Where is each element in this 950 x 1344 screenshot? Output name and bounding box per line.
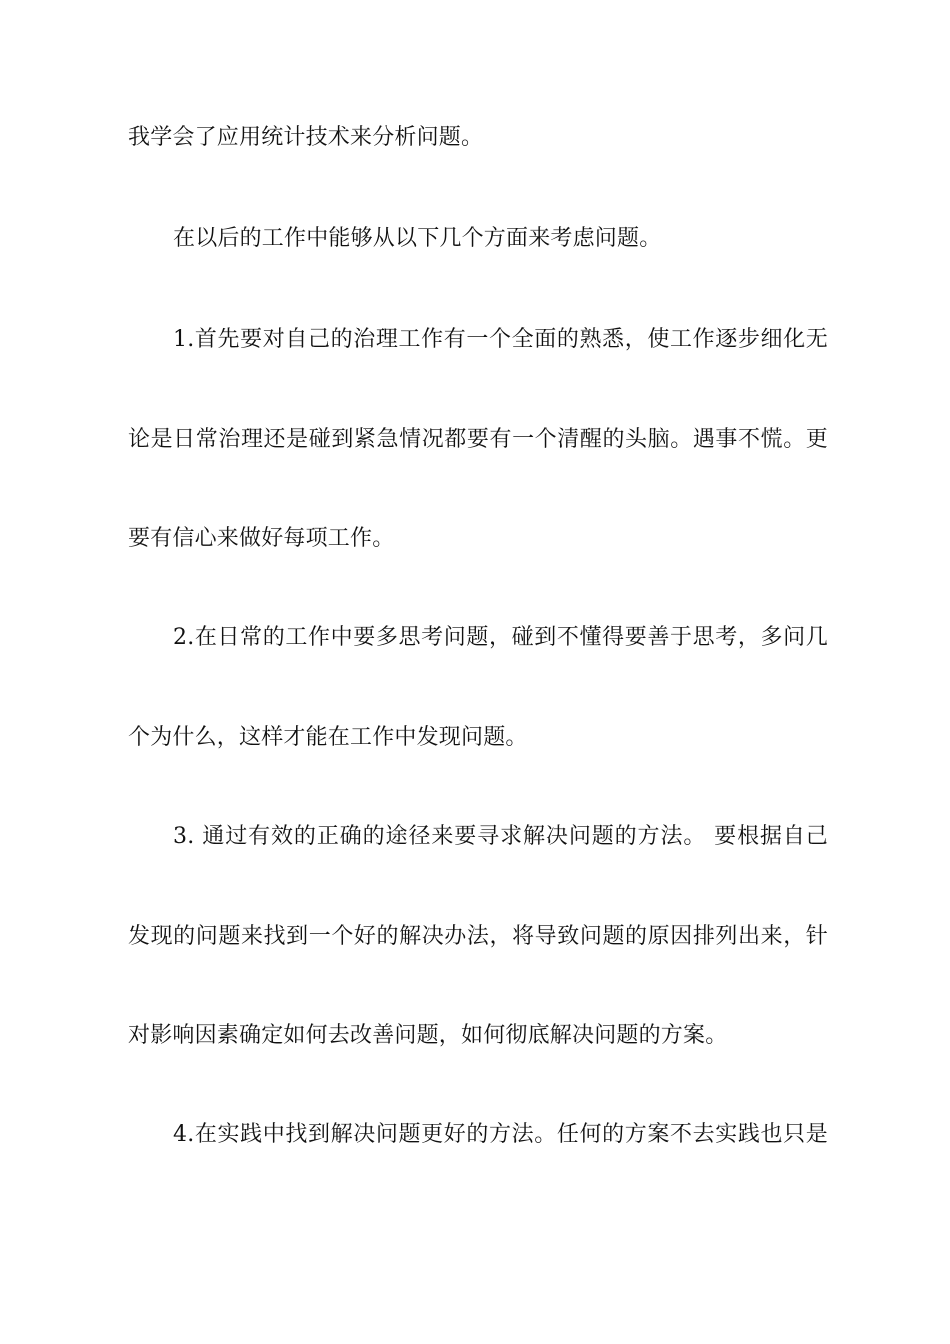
text-line: 3. 通过有效的正确的途径来要寻求解决问题的方法。 要根据自己 <box>173 824 828 849</box>
text-line: 我学会了应用统计技术来分析问题。 <box>128 125 484 150</box>
text-line: 论是日常治理还是碰到紧急情况都要有一个清醒的头脑。遇事不慌。更 <box>128 427 828 452</box>
text-line: 在以后的工作中能够从以下几个方面来考虑问题。 <box>173 226 662 251</box>
text-line: 发现的问题来找到一个好的解决办法，将导致问题的原因排列出来，针 <box>128 924 828 949</box>
text-line: 对影响因素确定如何去改善问题，如何彻底解决问题的方案。 <box>128 1023 728 1048</box>
text-line: 4.在实践中找到解决问题更好的方法。任何的方案不去实践也只是 <box>173 1122 828 1147</box>
text-line: 要有信心来做好每项工作。 <box>128 526 395 551</box>
text-line: 2.在日常的工作中要多思考问题，碰到不懂得要善于思考，多问几 <box>173 625 828 650</box>
text-line: 个为什么，这样才能在工作中发现问题。 <box>128 725 528 750</box>
text-line: 1.首先要对自己的治理工作有一个全面的熟悉，使工作逐步细化无 <box>173 327 828 352</box>
